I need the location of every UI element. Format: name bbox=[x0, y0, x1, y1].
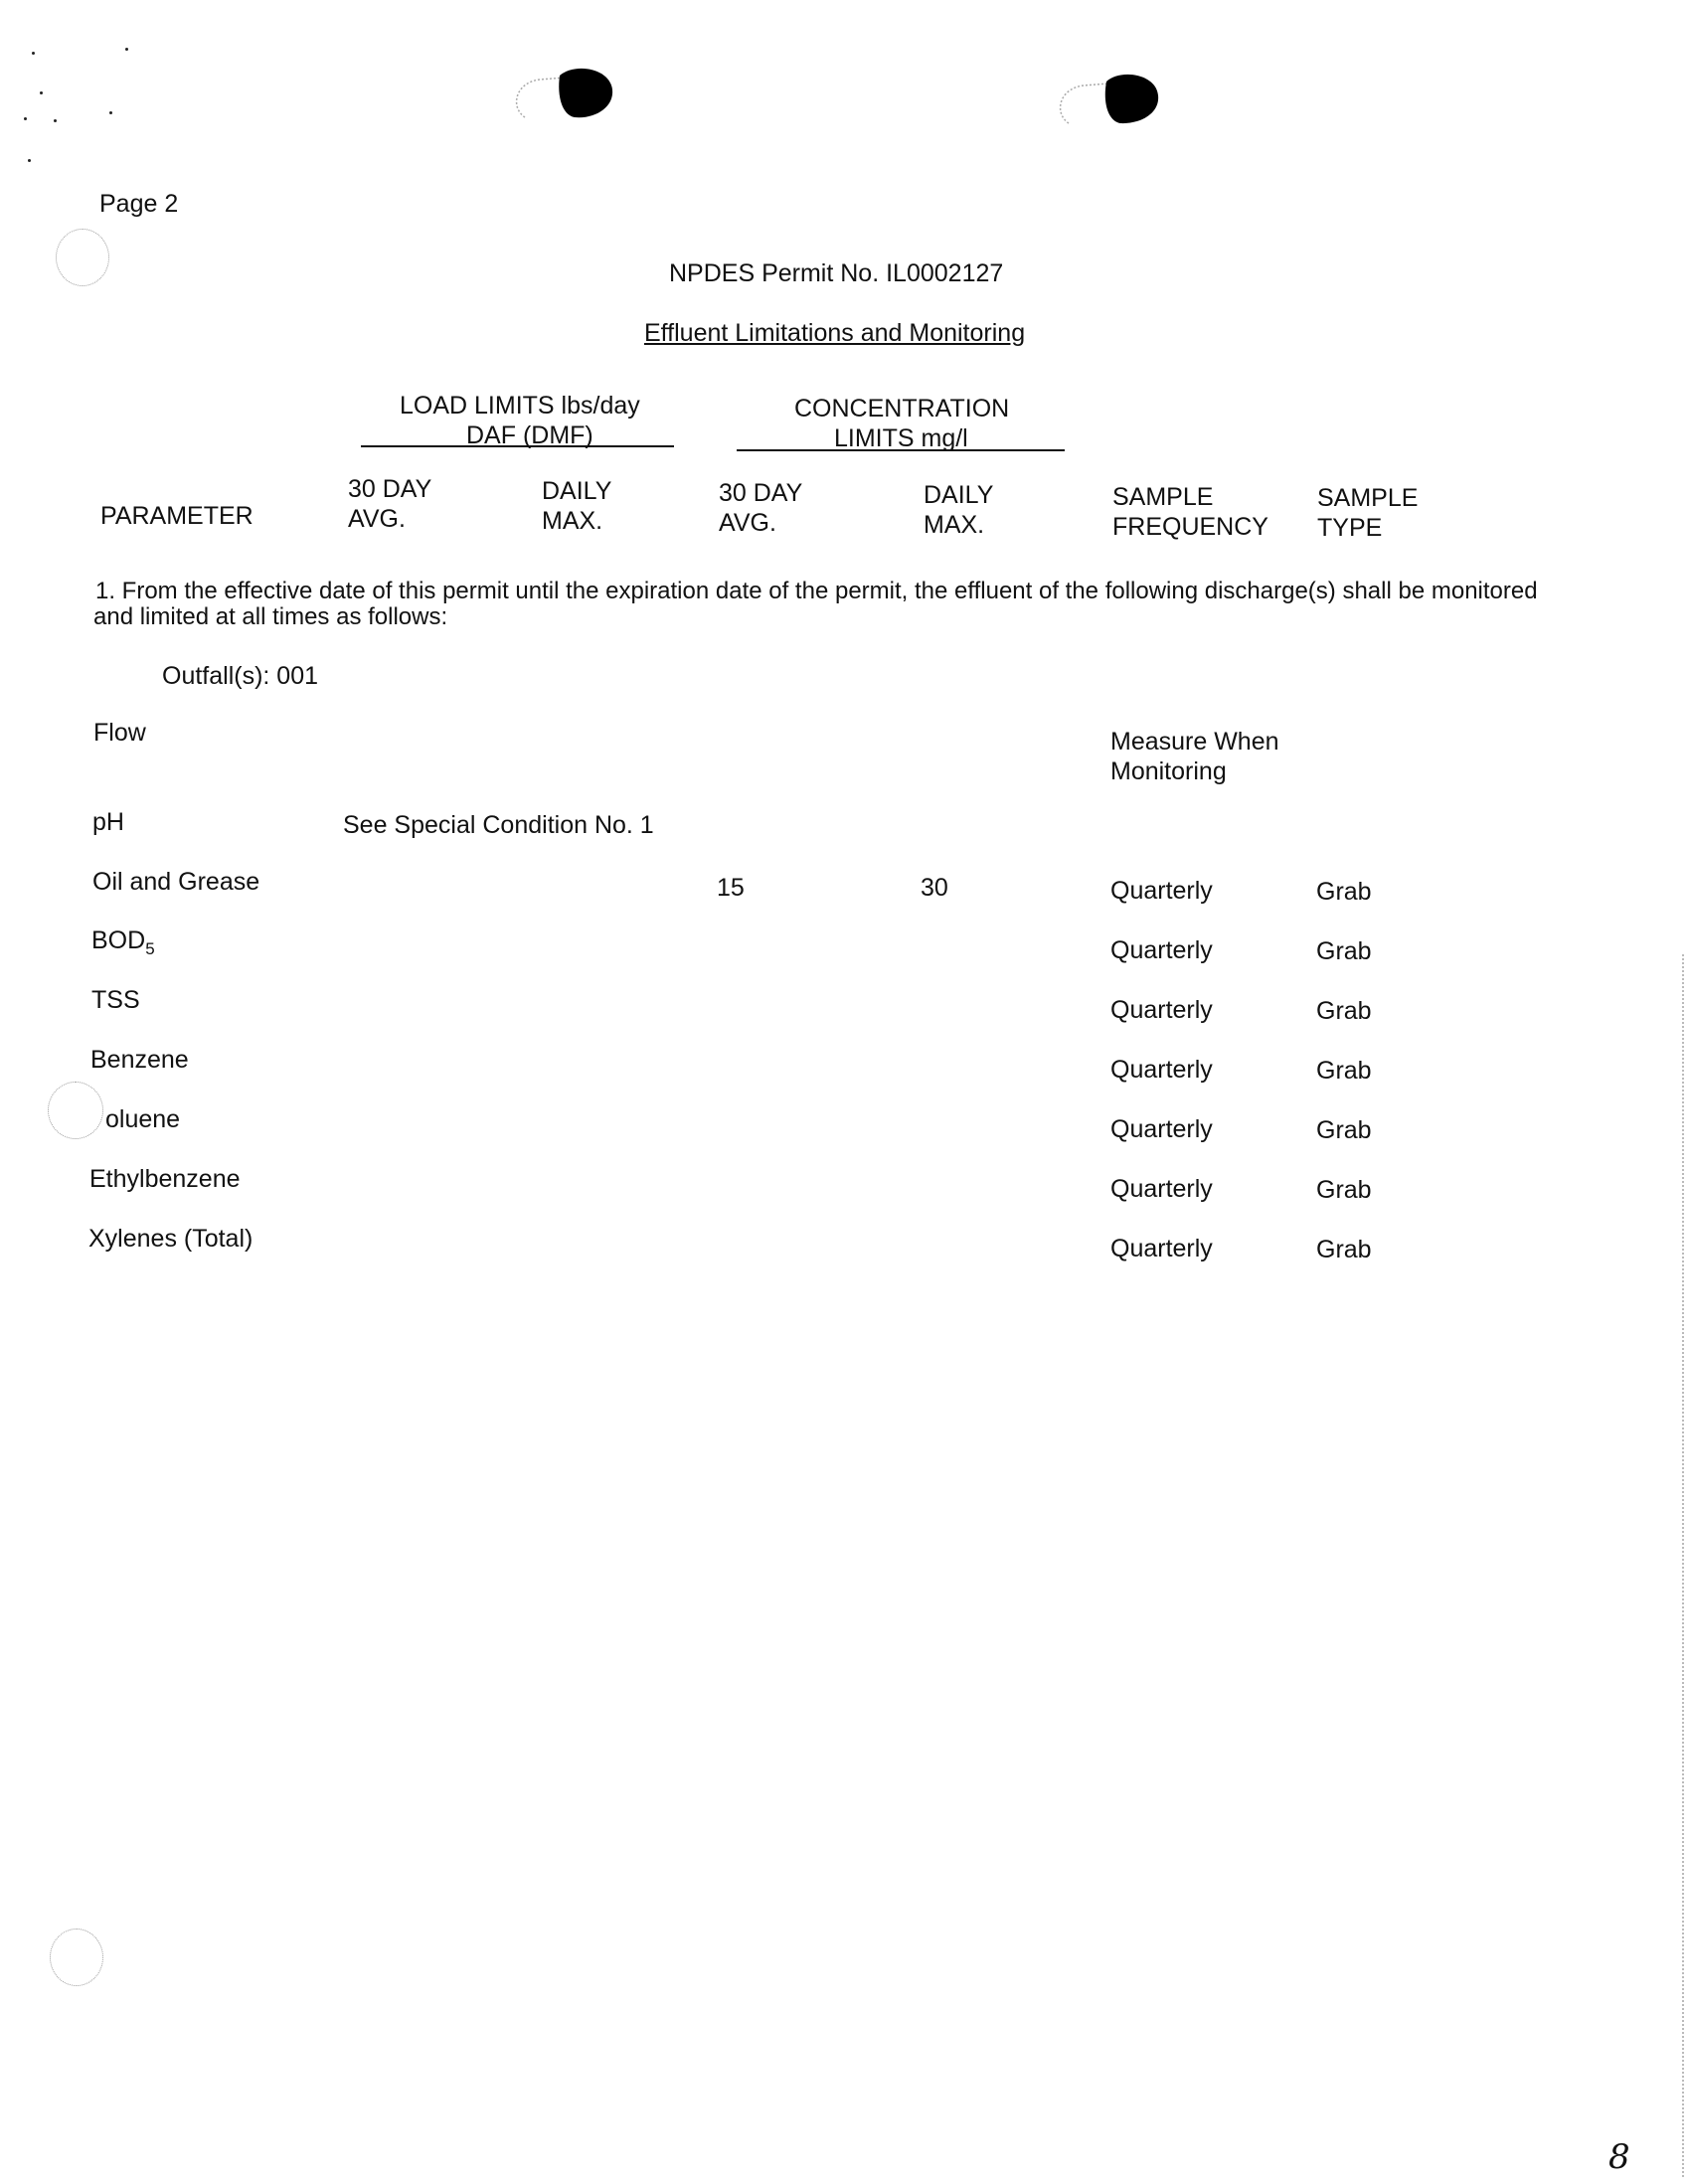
handwritten-page-number: 8 bbox=[1608, 2137, 1630, 2177]
row-oil-grease-conc-max: 30 bbox=[921, 874, 948, 902]
column-header-load-max-line2: MAX. bbox=[542, 507, 603, 535]
row-benzene-frequency: Quarterly bbox=[1110, 1056, 1213, 1084]
column-header-frequency bbox=[1112, 482, 1268, 542]
column-header-conc-max-line2: MAX. bbox=[924, 511, 985, 539]
scan-speck bbox=[54, 119, 57, 122]
column-header-load-max-line1: DAILY bbox=[542, 477, 612, 505]
row-bod5-frequency: Quarterly bbox=[1110, 936, 1213, 964]
row-ethylbenzene-type: Grab bbox=[1316, 1176, 1372, 1204]
row-ph-note: See Special Condition No. 1 bbox=[343, 811, 654, 839]
row-bod5-parameter-text: BOD bbox=[91, 926, 146, 954]
row-benzene-type: Grab bbox=[1316, 1057, 1372, 1085]
column-header-load-avg-line1: 30 DAY bbox=[348, 475, 432, 503]
permit-number: NPDES Permit No. IL0002127 bbox=[669, 259, 1004, 287]
row-toluene-frequency: Quarterly bbox=[1110, 1115, 1213, 1143]
load-limits-underline bbox=[361, 445, 674, 447]
column-header-conc-avg-line2: AVG. bbox=[719, 509, 776, 537]
row-flow-frequency-line1: Measure When bbox=[1110, 728, 1279, 756]
row-toluene-type: Grab bbox=[1316, 1116, 1372, 1144]
column-header-parameter: PARAMETER bbox=[100, 502, 253, 530]
column-header-type-line1: SAMPLE bbox=[1317, 484, 1419, 512]
concentration-subheader: LIMITS mg/l bbox=[834, 424, 968, 452]
column-header-conc-avg-line1: 30 DAY bbox=[719, 479, 803, 507]
row-bod5-type: Grab bbox=[1316, 937, 1372, 965]
scan-speck bbox=[24, 117, 27, 120]
punch-hole-shadow-right bbox=[1049, 62, 1168, 141]
section-title: Effluent Limitations and Monitoring bbox=[644, 319, 1026, 347]
concentration-header: CONCENTRATION bbox=[794, 395, 1010, 422]
row-oil-grease-type: Grab bbox=[1316, 878, 1372, 906]
punch-hole-middle bbox=[48, 1082, 103, 1139]
row-bod5-subscript: 5 bbox=[145, 939, 155, 958]
scan-speck bbox=[28, 159, 31, 162]
punch-hole-bottom bbox=[50, 1929, 103, 1986]
load-limits-header: LOAD LIMITS lbs/day bbox=[400, 392, 640, 420]
row-oil-grease-parameter: Oil and Grease bbox=[92, 868, 260, 896]
column-header-type bbox=[1317, 483, 1418, 543]
column-header-load-avg-line2: AVG. bbox=[348, 505, 406, 533]
scan-speck bbox=[109, 111, 112, 114]
column-header-load-max bbox=[542, 476, 611, 536]
row-flow-parameter: Flow bbox=[93, 719, 146, 747]
row-tss-frequency: Quarterly bbox=[1110, 996, 1213, 1024]
column-header-conc-avg bbox=[719, 478, 802, 538]
scan-speck bbox=[40, 91, 43, 94]
scan-speck bbox=[32, 52, 35, 55]
intro-paragraph-line2: and limited at all times as follows: bbox=[93, 603, 448, 630]
scan-speck bbox=[125, 48, 128, 51]
row-flow-frequency-line2: Monitoring bbox=[1110, 757, 1227, 785]
row-ph-parameter: pH bbox=[92, 808, 124, 836]
row-bod5-parameter bbox=[91, 925, 155, 958]
column-header-conc-max-line1: DAILY bbox=[924, 481, 994, 509]
column-header-conc-max bbox=[924, 480, 993, 540]
column-header-load-avg bbox=[348, 474, 431, 534]
row-tss-type: Grab bbox=[1316, 997, 1372, 1025]
row-xylenes-frequency: Quarterly bbox=[1110, 1235, 1213, 1262]
row-benzene-parameter: Benzene bbox=[90, 1046, 189, 1074]
column-header-frequency-line2: FREQUENCY bbox=[1112, 513, 1268, 541]
column-header-type-line2: TYPE bbox=[1317, 514, 1383, 542]
row-xylenes-parameter: Xylenes (Total) bbox=[88, 1225, 253, 1253]
concentration-underline bbox=[737, 449, 1065, 451]
punch-hole-top bbox=[56, 229, 109, 286]
scan-edge-dots bbox=[1682, 954, 1684, 2177]
row-flow-frequency bbox=[1110, 727, 1279, 786]
row-ethylbenzene-frequency: Quarterly bbox=[1110, 1175, 1213, 1203]
row-oil-grease-conc-avg: 15 bbox=[717, 874, 745, 902]
load-limits-subheader: DAF (DMF) bbox=[466, 421, 593, 449]
row-oil-grease-frequency: Quarterly bbox=[1110, 877, 1213, 905]
outfall-label: Outfall(s): 001 bbox=[162, 662, 319, 690]
intro-paragraph-line1: 1. From the effective date of this permit until the expiration date of the permit, the effluent of the following discharge(s) shall be monitored bbox=[95, 578, 1538, 604]
row-toluene-parameter: oluene bbox=[105, 1105, 181, 1133]
column-header-frequency-line1: SAMPLE bbox=[1112, 483, 1214, 511]
punch-hole-shadow-left bbox=[505, 58, 624, 137]
row-xylenes-type: Grab bbox=[1316, 1236, 1372, 1263]
row-ethylbenzene-parameter: Ethylbenzene bbox=[89, 1165, 241, 1193]
row-tss-parameter: TSS bbox=[91, 986, 140, 1014]
page-label: Page 2 bbox=[99, 190, 179, 218]
